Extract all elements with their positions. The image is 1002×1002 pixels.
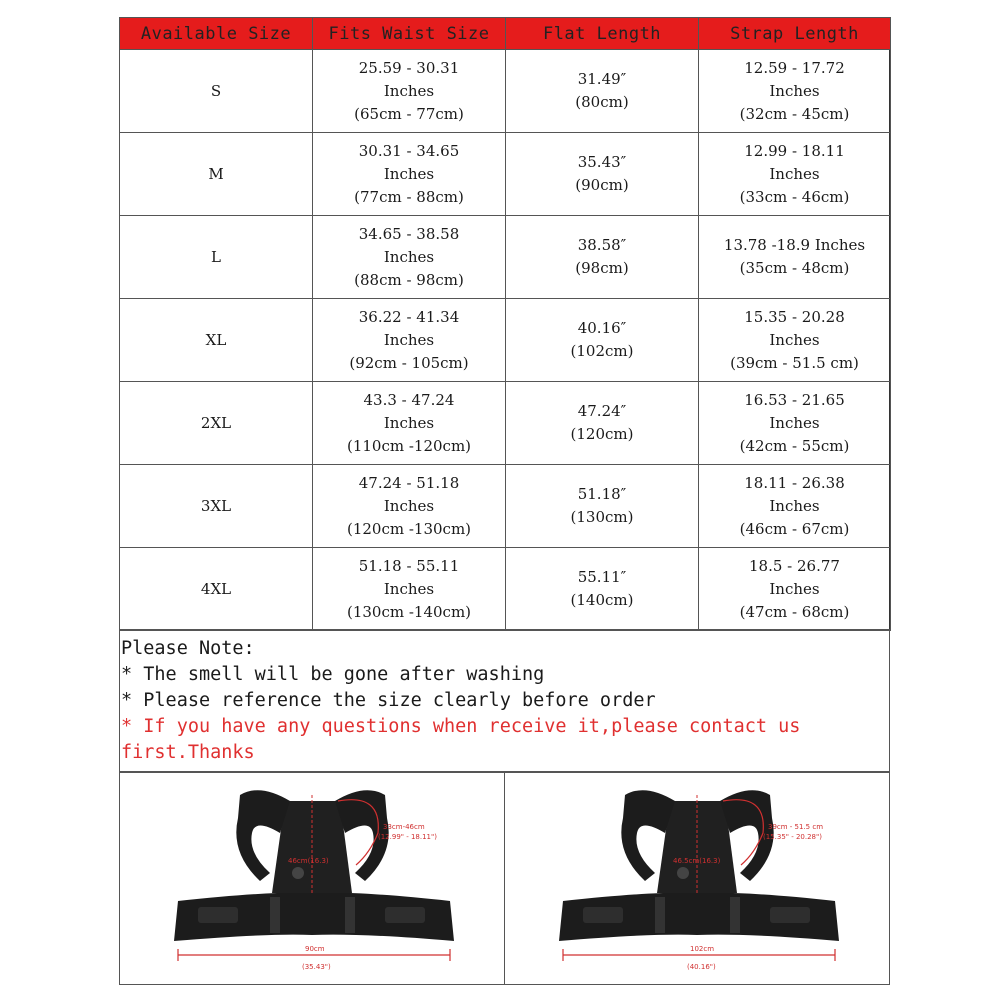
flat-length-cell xyxy=(506,50,699,133)
flat-length-cell xyxy=(506,465,699,548)
flat-length-cell-line: (80cm) xyxy=(575,93,629,111)
flat-length-cell-line: (98cm) xyxy=(575,259,629,277)
waist-cell-line: 36.22 - 41.34 xyxy=(358,307,460,326)
strap-length-cell-line: (46cm - 67cm) xyxy=(739,519,850,538)
strap-length-cell-line: 15.35 - 20.28 xyxy=(744,307,845,326)
flat-length-cell xyxy=(506,133,699,216)
note-section xyxy=(121,636,887,766)
strap-length-cell-line: Inches xyxy=(769,330,820,349)
waist-cell-line: Inches xyxy=(383,413,435,432)
size-cell: L xyxy=(120,216,313,299)
waist-cell xyxy=(313,299,506,382)
product-photos xyxy=(119,772,890,985)
note-line-questions: * If you have any questions when receive it,please contact us xyxy=(121,716,801,737)
flat-length-cell-line: 38.58″ xyxy=(577,236,627,254)
strap-length-cell-line: (33cm - 46cm) xyxy=(739,187,850,206)
header-strap-length: Strap Length xyxy=(699,18,891,50)
waist-cell-line: (120cm -130cm) xyxy=(346,519,472,538)
flat-length-cell xyxy=(506,548,699,631)
strap-length-cell-line: Inches xyxy=(769,413,820,432)
flat-length-cell-line: 51.18″ xyxy=(577,485,627,503)
table-row xyxy=(120,50,891,133)
header-fits-waist-size: Fits Waist Size xyxy=(313,18,506,50)
waist-cell-line: (65cm - 77cm) xyxy=(354,104,464,123)
waist-cell xyxy=(313,382,506,465)
waist-cell-line: 51.18 - 55.11 xyxy=(358,556,460,575)
strap-length-cell xyxy=(699,133,891,216)
waist-cell-line: 47.24 - 51.18 xyxy=(358,473,460,492)
waist-cell-line: 25.59 - 30.31 xyxy=(358,58,460,77)
waist-cell-line: Inches xyxy=(383,496,435,515)
strap-length-cell xyxy=(699,216,891,299)
strap-length-cm-label: 33cm-46cm xyxy=(383,823,425,831)
product-photo-left xyxy=(120,773,504,984)
flat-length-cell-line: (130cm) xyxy=(570,508,634,526)
waist-cell xyxy=(313,465,506,548)
flat-length-cell-line: 55.11″ xyxy=(577,568,627,586)
waist-cell-line: Inches xyxy=(383,330,435,349)
note-line-size: * Please reference the size clearly before order xyxy=(121,690,656,711)
strap-length-cell-line: (47cm - 68cm) xyxy=(739,602,850,621)
posture-corrector-illustration xyxy=(174,790,454,971)
flat-length-cell-line: 31.49″ xyxy=(577,70,627,88)
flat-length-cell-line: (140cm) xyxy=(570,591,634,609)
strap-length-inch-label: (15.35" - 20.28") xyxy=(763,833,822,841)
size-cell: XL xyxy=(120,299,313,382)
flat-length-cell-line: 35.43″ xyxy=(577,153,627,171)
size-cell: 4XL xyxy=(120,548,313,631)
waist-cell-line: Inches xyxy=(383,579,435,598)
strap-length-cell-line: (35cm - 48cm) xyxy=(739,259,850,277)
table-row xyxy=(120,382,891,465)
size-cell: 3XL xyxy=(120,465,313,548)
back-length-label: 46.5cm(16.3) xyxy=(673,857,721,865)
strap-length-cell-line: Inches xyxy=(769,496,820,515)
waist-cell-line: (77cm - 88cm) xyxy=(354,187,464,206)
strap-length-cell xyxy=(699,50,891,133)
size-cell: M xyxy=(120,133,313,216)
strap-length-cell xyxy=(699,382,891,465)
strap-length-cell xyxy=(699,465,891,548)
strap-length-cell-line: Inches xyxy=(769,164,820,183)
table-row xyxy=(120,133,891,216)
waist-cell xyxy=(313,133,506,216)
flat-length-cell-line: 40.16″ xyxy=(577,319,627,337)
waist-cell-line: (88cm - 98cm) xyxy=(354,270,464,289)
strap-length-cell-line: 18.5 - 26.77 xyxy=(749,556,840,575)
table-row xyxy=(120,299,891,382)
strap-length-cell-line: (39cm - 51.5 cm) xyxy=(730,353,859,372)
width-inch-label: (40.16") xyxy=(687,963,716,971)
width-inch-label: (35.43") xyxy=(302,963,331,971)
strap-length-cell-line: 16.53 - 21.65 xyxy=(744,390,845,409)
strap-length-cell-line: 18.11 - 26.38 xyxy=(744,473,845,492)
width-cm-label: 90cm xyxy=(305,945,325,953)
note-title: Please Note: xyxy=(121,638,255,659)
strap-length-cell-line: (32cm - 45cm) xyxy=(739,104,850,123)
size-chart-table xyxy=(119,17,891,631)
back-length-label: 46cm(16.3) xyxy=(288,857,329,865)
flat-length-cell xyxy=(506,216,699,299)
flat-length-cell-line: (120cm) xyxy=(570,425,634,443)
size-cell: S xyxy=(120,50,313,133)
waist-cell-line: 34.65 - 38.58 xyxy=(358,224,460,243)
strap-length-cell-line: (42cm - 55cm) xyxy=(739,436,850,455)
waist-cell xyxy=(313,548,506,631)
waist-cell-line: 30.31 - 34.65 xyxy=(358,141,460,160)
header-available-size: Available Size xyxy=(120,18,313,50)
waist-cell xyxy=(313,216,506,299)
strap-length-cell-line: 13.78 -18.9 Inches xyxy=(723,236,866,254)
header-flat-length: Flat Length xyxy=(506,18,699,50)
size-cell: 2XL xyxy=(120,382,313,465)
flat-length-cell-line: 47.24″ xyxy=(577,402,627,420)
strap-length-cell xyxy=(699,299,891,382)
width-cm-label: 102cm xyxy=(690,945,715,953)
strap-length-cell-line: 12.99 - 18.11 xyxy=(744,141,845,160)
waist-cell-line: Inches xyxy=(383,164,435,183)
strap-length-cell xyxy=(699,548,891,631)
flat-length-cell xyxy=(506,382,699,465)
strap-length-cell-line: 12.59 - 17.72 xyxy=(744,58,845,77)
product-photo-right xyxy=(504,773,889,984)
waist-cell xyxy=(313,50,506,133)
flat-length-cell xyxy=(506,299,699,382)
header-row xyxy=(120,18,891,50)
waist-cell-line: (110cm -120cm) xyxy=(346,436,472,455)
waist-cell-line: (130cm -140cm) xyxy=(346,602,472,621)
table-row xyxy=(120,465,891,548)
waist-cell-line: Inches xyxy=(383,247,435,266)
strap-length-cell-line: Inches xyxy=(769,81,820,100)
strap-length-cm-label: 39cm - 51.5 cm xyxy=(768,823,824,831)
note-line-washing: * The smell will be gone after washing xyxy=(121,664,545,685)
waist-cell-line: 43.3 - 47.24 xyxy=(363,390,455,409)
posture-corrector-illustration xyxy=(559,790,839,971)
strap-length-cell-line: Inches xyxy=(769,579,820,598)
table-row xyxy=(120,548,891,631)
table-row xyxy=(120,216,891,299)
note-line-thanks: first.Thanks xyxy=(121,742,255,763)
waist-cell-line: (92cm - 105cm) xyxy=(349,353,469,372)
flat-length-cell-line: (90cm) xyxy=(575,176,629,194)
strap-length-inch-label: (12.99" - 18.11") xyxy=(378,833,437,841)
flat-length-cell-line: (102cm) xyxy=(570,342,634,360)
waist-cell-line: Inches xyxy=(383,81,435,100)
